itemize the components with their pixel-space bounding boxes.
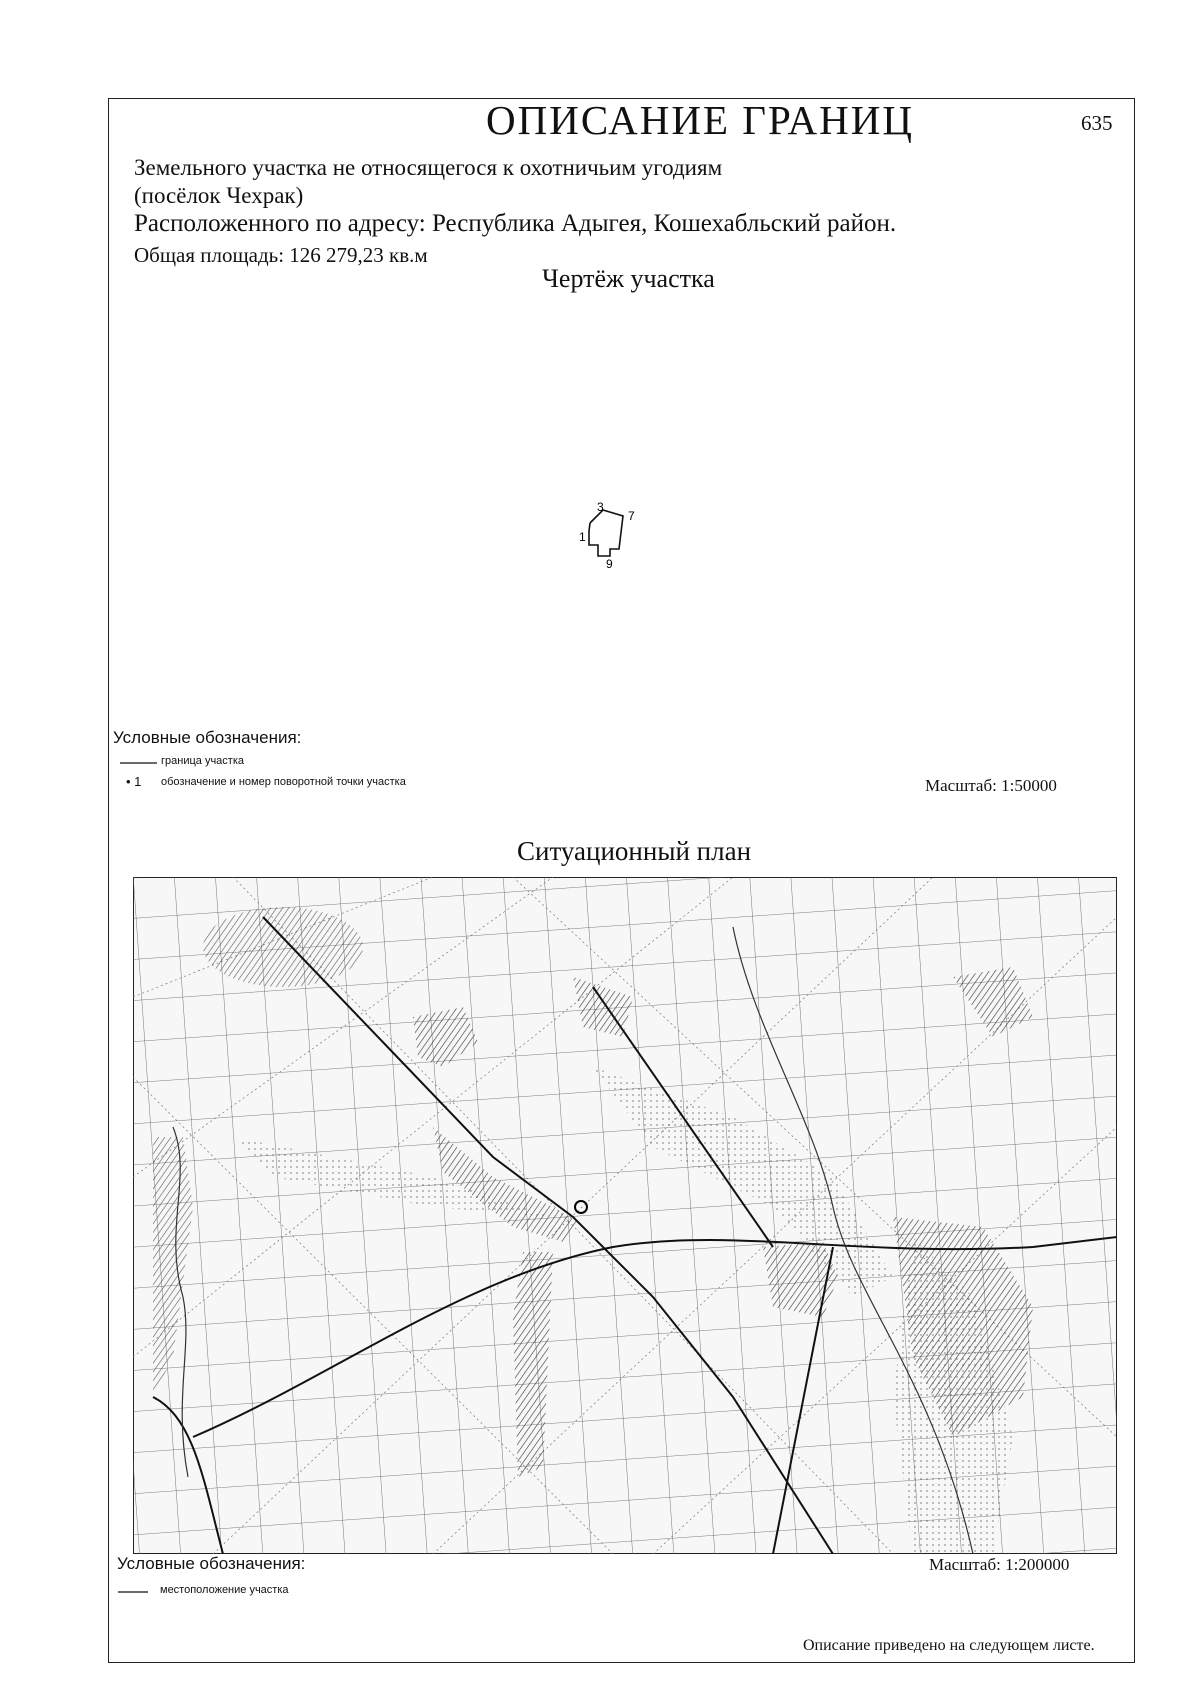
parcel-area: Общая площадь: 126 279,23 кв.м: [134, 243, 428, 267]
point-label-7: 7: [628, 509, 635, 523]
parcel-address: Расположенного по адресу: Республика Адыгея, Кошехабльский район.: [134, 210, 897, 237]
point-symbol: • 1: [126, 774, 142, 789]
boundary-line-symbol: [120, 760, 160, 766]
point-label-3: 3: [597, 500, 604, 514]
legend-location-label: местоположение участка: [160, 1584, 289, 1596]
situation-map: [133, 877, 1117, 1554]
legend-boundary-label: граница участка: [161, 755, 244, 767]
footer-note: Описание приведено на следующем листе.: [803, 1637, 1095, 1654]
parcel-drawing: [560, 495, 670, 575]
point-label-1: 1: [579, 530, 586, 544]
settlement-name: (посёлок Чехрак): [134, 183, 304, 208]
map-scale: Масштаб: 1:200000: [929, 1555, 1070, 1574]
situation-plan-title: Ситуационный план: [517, 836, 752, 866]
legend-heading: Условные обозначения:: [113, 728, 302, 747]
legend-point-label: обозначение и номер поворотной точки участка: [161, 776, 406, 788]
location-line-symbol: [118, 1589, 158, 1595]
page-number: 635: [1081, 111, 1113, 135]
map-legend-heading: Условные обозначения:: [117, 1554, 306, 1573]
parcel-description: Земельного участка не относящегося к охотничьим угодиям: [134, 155, 723, 180]
parcel-boundary: [589, 510, 623, 556]
drawing-title: Чертёж участка: [542, 264, 715, 293]
point-label-9: 9: [606, 557, 613, 571]
document-title: ОПИСАНИЕ ГРАНИЦ: [486, 97, 914, 143]
drawing-scale: Масштаб: 1:50000: [925, 776, 1057, 795]
